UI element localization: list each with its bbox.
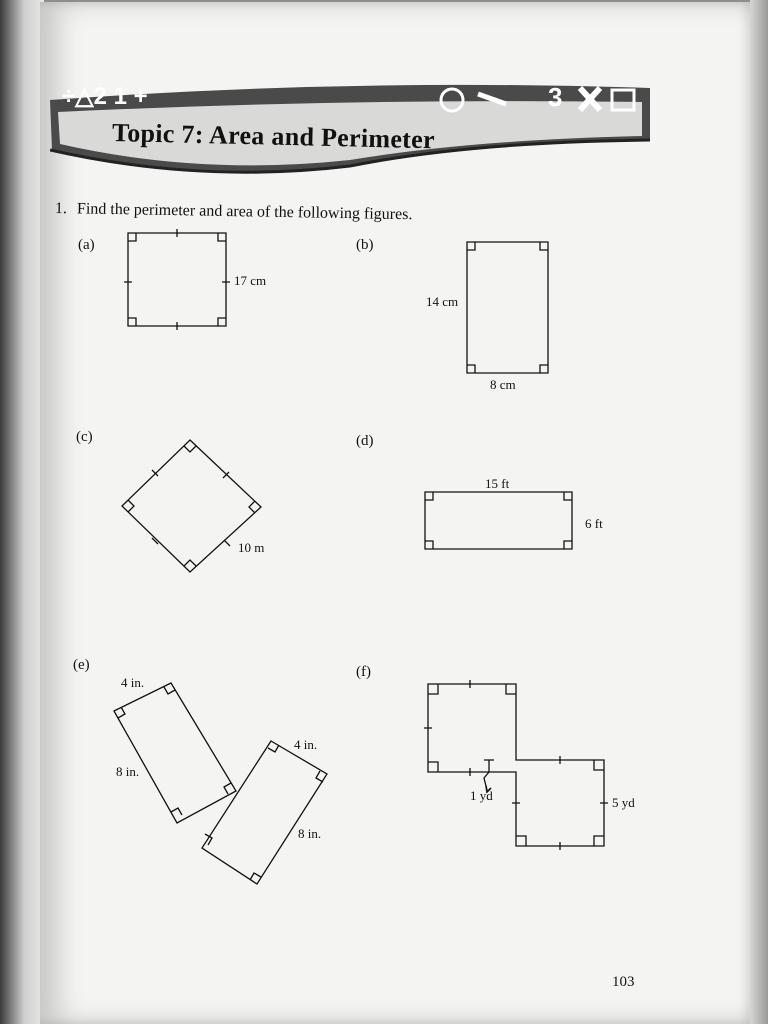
figure-b-rectangle xyxy=(467,242,548,373)
part-e-label: (e) xyxy=(73,657,90,673)
part-a-label: (a) xyxy=(78,237,95,253)
dim-a-side: 17 cm xyxy=(234,273,267,288)
dim-d-width: 6 ft xyxy=(585,516,603,531)
dim-b-width: 8 cm xyxy=(490,377,516,392)
banner-symbols-left: ÷△2 1 + xyxy=(62,83,148,110)
dim-b-height: 14 cm xyxy=(426,294,459,309)
page-number: 103 xyxy=(612,974,635,990)
figure-f-composite xyxy=(424,680,608,850)
dim-e-width-1: 4 in. xyxy=(121,675,145,690)
dim-e-length-1: 8 in. xyxy=(116,764,140,779)
part-f-label: (f) xyxy=(356,664,371,680)
dim-c-side: 10 m xyxy=(238,540,265,555)
part-b-label: (b) xyxy=(356,237,374,253)
banner-digit: 3 xyxy=(548,82,563,112)
question-number: 1. xyxy=(54,200,68,218)
dim-e-length-2: 8 in. xyxy=(298,826,322,841)
part-c-label: (c) xyxy=(76,429,93,445)
dim-d-length: 15 ft xyxy=(485,476,510,491)
part-d-label: (d) xyxy=(356,433,374,449)
page-title: Topic 7: Area and Perimeter xyxy=(111,118,436,155)
dim-f-side: 5 yd xyxy=(612,795,635,810)
dim-f-gap: 1 yd xyxy=(470,788,493,803)
figure-e-rectangles xyxy=(114,683,327,884)
figure-a-square xyxy=(124,229,230,330)
dim-e-width-2: 4 in. xyxy=(294,737,318,752)
figure-d-rectangle xyxy=(425,492,572,549)
question-text: Find the perimeter and area of the following figures. xyxy=(76,200,413,224)
